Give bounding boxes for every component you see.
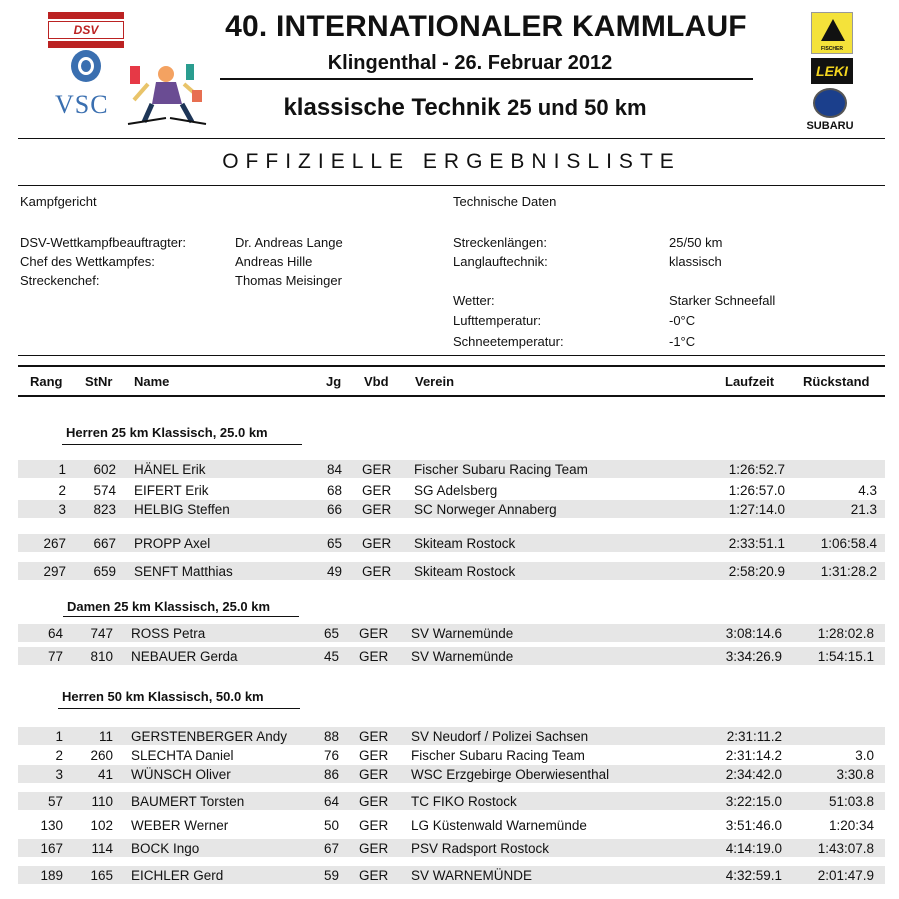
bib-cell: 667 [93, 536, 116, 551]
bib-cell: 602 [93, 462, 116, 477]
club-cell: SV Warnemünde [411, 649, 514, 664]
athlete-name-cell: GERSTENBERGER Andy [131, 729, 288, 744]
vsc-logo-text: VSC [55, 90, 109, 119]
birth-year-cell: 45 [323, 649, 339, 664]
athlete-name-cell: BAUMERT Torsten [131, 794, 245, 809]
rank-cell: 2 [58, 483, 66, 498]
club-cell: SC Norweger Annaberg [414, 502, 557, 517]
club-cell: SV WARNEMÜNDE [411, 868, 533, 883]
behind-cell: 2:01:47.9 [817, 868, 874, 883]
col-header-year: Jg [326, 374, 342, 389]
time-cell: 2:34:42.0 [725, 767, 782, 782]
federation-cell: GER [359, 818, 389, 833]
behind-cell: 1:06:58.4 [820, 536, 877, 551]
category-heading: Damen 25 km Klassisch, 25.0 km [67, 599, 271, 614]
col-header-rank: Rang [30, 374, 63, 389]
bib-cell: 102 [90, 818, 113, 833]
behind-cell: 1:54:15.1 [817, 649, 874, 664]
tech-value: 25/50 km [669, 235, 723, 250]
federation-cell: GER [362, 483, 392, 498]
tech-label: Lufttemperatur: [453, 313, 542, 328]
official-role: DSV-Wettkampfbeauftragter: [20, 235, 186, 250]
club-cell: TC FIKO Rostock [411, 794, 517, 809]
rank-cell: 3 [58, 502, 66, 517]
club-cell: WSC Erzgebirge Oberwiesenthal [411, 767, 610, 782]
bib-cell: 823 [93, 502, 116, 517]
club-cell: Skiteam Rostock [414, 536, 516, 551]
athlete-name-cell: WÜNSCH Oliver [131, 767, 231, 782]
athlete-name-cell: SLECHTA Daniel [131, 748, 234, 763]
behind-cell: 51:03.8 [828, 794, 874, 809]
bib-cell: 41 [97, 767, 113, 782]
club-cell: SV Warnemünde [411, 626, 514, 641]
behind-cell: 3:30.8 [836, 767, 874, 782]
federation-cell: GER [359, 841, 389, 856]
rank-cell: 167 [40, 841, 63, 856]
bib-cell: 659 [93, 564, 116, 579]
technical-data-heading: Technische Daten [453, 194, 557, 209]
club-cell: SV Neudorf / Polizei Sachsen [411, 729, 589, 744]
title-divider [220, 78, 753, 80]
time-cell: 3:08:14.6 [725, 626, 782, 641]
tech-label: Wetter: [453, 293, 495, 308]
rank-cell: 267 [43, 536, 66, 551]
birth-year-cell: 59 [323, 868, 339, 883]
rank-cell: 297 [43, 564, 66, 579]
heading-divider [18, 185, 885, 186]
behind-cell: 1:20:34 [828, 818, 874, 833]
birth-year-cell: 67 [323, 841, 339, 856]
birth-year-cell: 50 [323, 818, 339, 833]
rank-cell: 64 [47, 626, 63, 641]
fischer-logo-text: FISCHER [821, 46, 843, 52]
birth-year-cell: 86 [323, 767, 339, 782]
behind-cell: 1:43:07.8 [817, 841, 874, 856]
bib-cell: 11 [98, 729, 113, 744]
birth-year-cell: 64 [323, 794, 339, 809]
page-title: 40. INTERNATIONALER KAMMLAUF [225, 10, 747, 43]
bib-cell: 747 [90, 626, 113, 641]
official-name: Thomas Meisinger [235, 273, 342, 288]
table-top-border [18, 365, 885, 367]
tech-label: Langlauftechnik: [453, 254, 548, 269]
col-header-name: Name [134, 374, 170, 389]
bib-cell: 574 [93, 483, 116, 498]
technique-distance: 25 und 50 km [507, 95, 647, 120]
birth-year-cell: 68 [326, 483, 342, 498]
document-heading: OFFIZIELLE ERGEBNISLISTE [222, 150, 681, 173]
time-cell: 2:31:14.2 [725, 748, 782, 763]
federation-cell: GER [359, 868, 389, 883]
time-cell: 3:34:26.9 [725, 649, 782, 664]
rank-cell: 2 [55, 748, 63, 763]
rank-cell: 1 [58, 462, 66, 477]
federation-cell: GER [362, 564, 392, 579]
athlete-name-cell: SENFT Matthias [134, 564, 233, 579]
official-name: Dr. Andreas Lange [235, 235, 343, 250]
event-subtitle: Klingenthal - 26. Februar 2012 [327, 52, 613, 74]
col-header-club: Verein [415, 374, 455, 389]
category-heading: Herren 50 km Klassisch, 50.0 km [62, 689, 264, 704]
table-header-border [18, 395, 885, 397]
bib-cell: 114 [91, 841, 113, 856]
time-cell: 2:58:20.9 [728, 564, 785, 579]
header-divider [18, 138, 885, 139]
subaru-logo [803, 88, 857, 134]
time-cell: 4:32:59.1 [725, 868, 782, 883]
info-divider [18, 355, 885, 356]
skier-mascot-icon [126, 60, 208, 126]
behind-cell: 3.0 [855, 748, 874, 763]
federation-cell: GER [359, 649, 389, 664]
category-underline [62, 444, 302, 445]
time-cell: 2:31:11.2 [726, 729, 782, 744]
time-cell: 2:33:51.1 [728, 536, 785, 551]
athlete-name-cell: EIFERT Erik [134, 483, 209, 498]
rank-cell: 3 [55, 767, 63, 782]
behind-cell: 4.3 [858, 483, 877, 498]
time-cell: 1:26:52.7 [728, 462, 785, 477]
birth-year-cell: 66 [326, 502, 342, 517]
category-underline [58, 708, 300, 709]
athlete-name-cell: ROSS Petra [131, 626, 206, 641]
club-cell: Fischer Subaru Racing Team [414, 462, 588, 477]
time-cell: 3:22:15.0 [725, 794, 782, 809]
rank-cell: 77 [47, 649, 63, 664]
bib-cell: 260 [90, 748, 113, 763]
behind-cell: 1:28:02.8 [817, 626, 874, 641]
tech-label: Streckenlängen: [453, 235, 547, 250]
vsc-logo [55, 50, 125, 126]
club-cell: SG Adelsberg [414, 483, 498, 498]
fischer-logo [811, 12, 853, 54]
category-heading: Herren 25 km Klassisch, 25.0 km [66, 425, 268, 440]
time-cell: 4:14:19.0 [725, 841, 782, 856]
federation-cell: GER [362, 502, 392, 517]
jury-heading: Kampfgericht [20, 194, 97, 209]
rank-cell: 189 [40, 868, 63, 883]
tech-value: klassisch [669, 254, 722, 269]
federation-cell: GER [359, 767, 389, 782]
athlete-name-cell: WEBER Werner [131, 818, 229, 833]
official-name: Andreas Hille [235, 254, 313, 269]
federation-cell: GER [359, 794, 389, 809]
rank-cell: 1 [55, 729, 63, 744]
bib-cell: 110 [91, 794, 113, 809]
subaru-logo-text: SUBARU [806, 120, 854, 132]
athlete-name-cell: BOCK Ingo [131, 841, 200, 856]
technique-heading [270, 94, 660, 122]
time-cell: 3:51:46.0 [725, 818, 782, 833]
technique-main: klassische Technik [283, 94, 501, 121]
athlete-name-cell: HELBIG Steffen [134, 502, 230, 517]
federation-cell: GER [359, 729, 389, 744]
club-cell: Skiteam Rostock [414, 564, 516, 579]
birth-year-cell: 88 [323, 729, 339, 744]
bib-cell: 165 [90, 868, 113, 883]
athlete-name-cell: NEBAUER Gerda [131, 649, 238, 664]
official-role: Streckenchef: [20, 273, 100, 288]
col-header-behind: Rückstand [803, 374, 870, 389]
col-header-federation: Vbd [364, 374, 389, 389]
federation-cell: GER [359, 626, 389, 641]
behind-cell: 1:31:28.2 [820, 564, 877, 579]
club-cell: PSV Radsport Rostock [411, 841, 550, 856]
birth-year-cell: 65 [326, 536, 342, 551]
birth-year-cell: 49 [326, 564, 342, 579]
tech-value: Starker Schneefall [669, 293, 776, 308]
dsv-logo-text: DSV [48, 21, 124, 39]
birth-year-cell: 76 [323, 748, 339, 763]
rank-cell: 130 [40, 818, 63, 833]
tech-value: -0°C [669, 313, 696, 328]
category-underline [63, 616, 299, 617]
federation-cell: GER [362, 462, 392, 477]
athlete-name-cell: EICHLER Gerd [131, 868, 224, 883]
birth-year-cell: 65 [323, 626, 339, 641]
federation-cell: GER [362, 536, 392, 551]
leki-logo: LEKI [811, 58, 853, 84]
federation-cell: GER [359, 748, 389, 763]
athlete-name-cell: PROPP Axel [134, 536, 211, 551]
birth-year-cell: 84 [326, 462, 342, 477]
club-cell: LG Küstenwald Warnemünde [411, 818, 587, 833]
rank-cell: 57 [47, 794, 63, 809]
dsv-logo [48, 12, 124, 48]
athlete-name-cell: HÄNEL Erik [134, 462, 206, 477]
official-role: Chef des Wettkampfes: [20, 254, 155, 269]
time-cell: 1:26:57.0 [728, 483, 785, 498]
bib-cell: 810 [90, 649, 113, 664]
col-header-bib: StNr [85, 374, 113, 389]
tech-value: -1°C [669, 334, 696, 349]
col-header-time: Laufzeit [725, 374, 775, 389]
club-cell: Fischer Subaru Racing Team [411, 748, 585, 763]
time-cell: 1:27:14.0 [728, 502, 785, 517]
tech-label: Schneetemperatur: [453, 334, 564, 349]
behind-cell: 21.3 [850, 502, 877, 517]
